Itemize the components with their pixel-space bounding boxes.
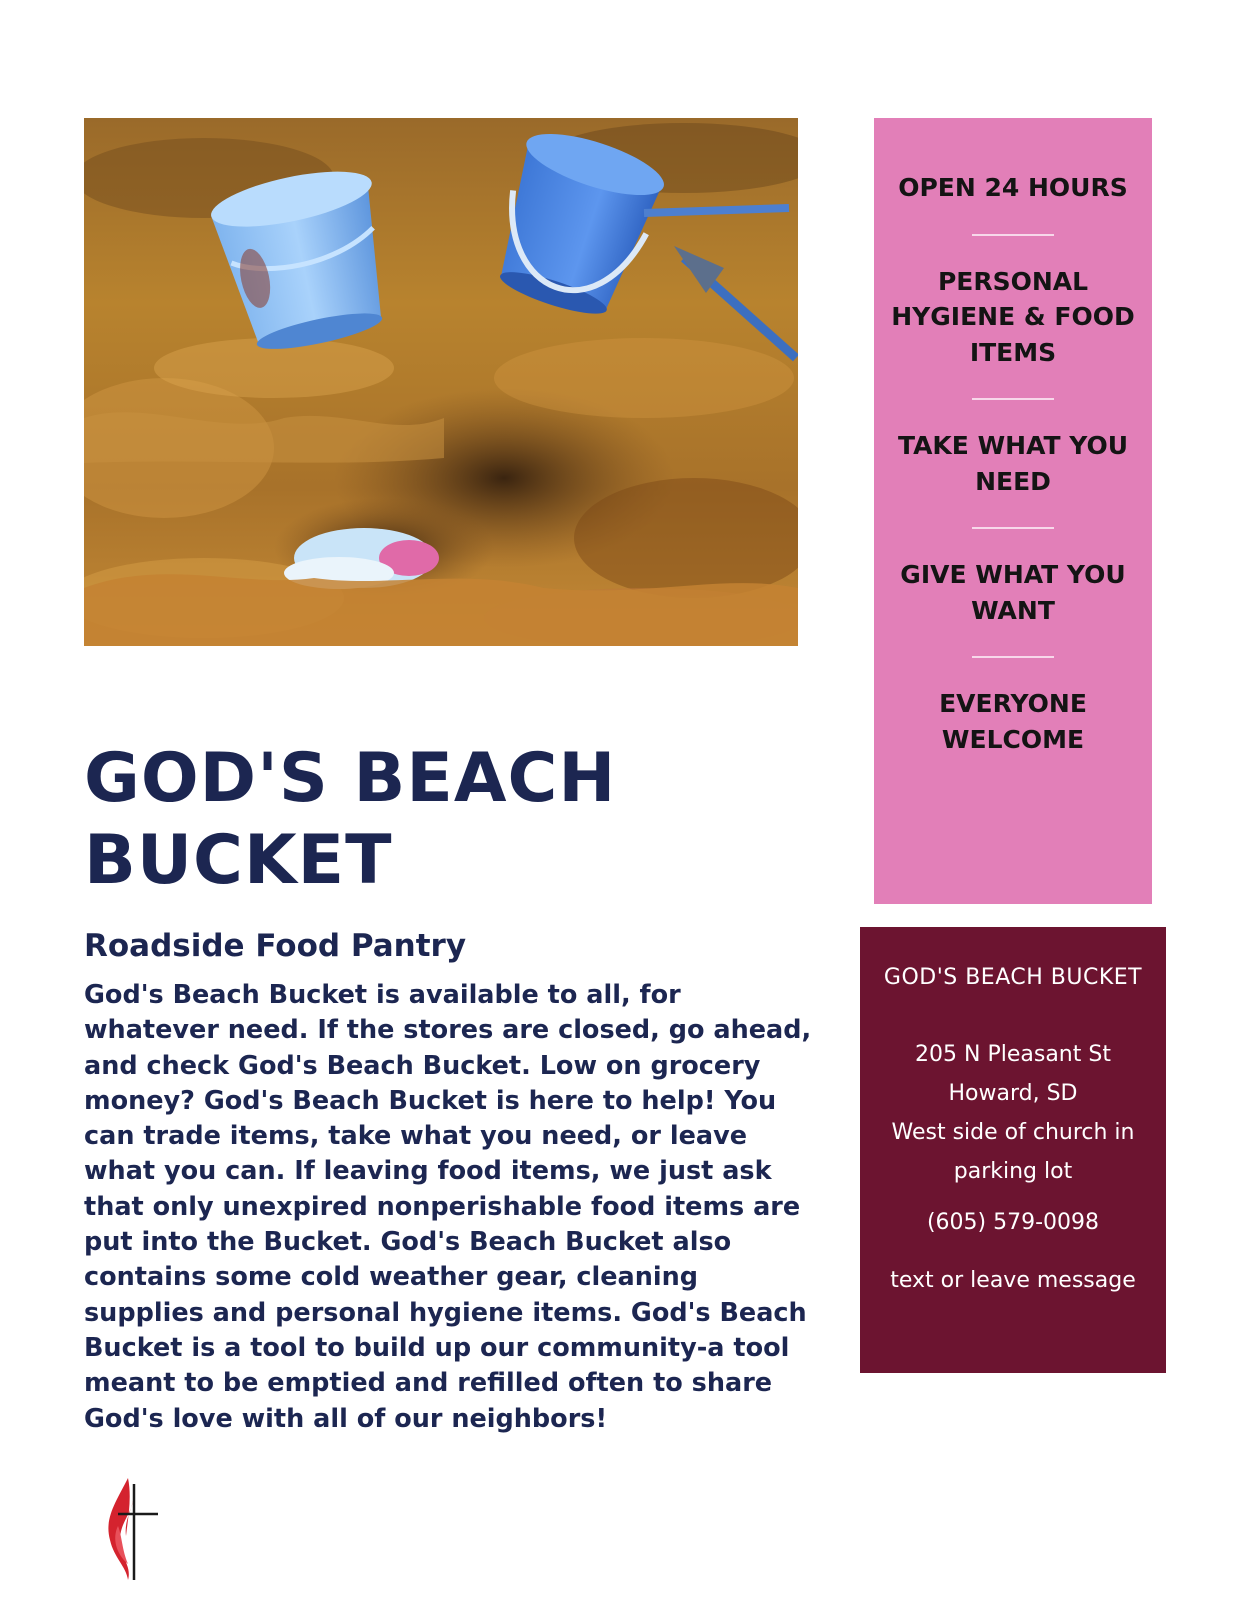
divider — [972, 656, 1054, 658]
cross-and-flame-logo — [98, 1474, 164, 1584]
feature-take: TAKE WHAT YOU NEED — [897, 431, 1129, 496]
address-block — [860, 1035, 1166, 1191]
street-address: 205 N Pleasant St — [915, 1042, 1111, 1067]
divider — [972, 398, 1054, 400]
feature-give: GIVE WHAT YOU WANT — [900, 560, 1126, 625]
phone-number: (605) 579-0098 — [926, 1210, 1100, 1235]
description-paragraph: God's Beach Bucket is available to all, for whatever need. If the stores are closed, go ahead, and check God's Beach Bucket. Low on grocery money? God's Beach Bucket is here to help! You can trade items, take what you need, or leave what you can. If leaving food items, we just ask that only unexpired nonperishable food items are put into the Bucket. God's Beach Bucket also contains some cold weather gear, cleaning supplies and personal hygiene items. God's Beach Bucket is a tool to build up our community-a tool meant to be emptied and refilled often to share God's love with all of our neighbors! — [84, 980, 812, 1434]
subtitle: Roadside Food Pantry — [84, 928, 467, 964]
location-note: West side of church in parking lot — [891, 1120, 1135, 1184]
beach-buckets-photo — [84, 118, 798, 646]
city-state: Howard, SD — [948, 1081, 1078, 1106]
feature-welcome: EVERYONE WELCOME — [939, 689, 1087, 754]
feature-open-hours: OPEN 24 HOURS — [898, 173, 1128, 202]
features-panel — [874, 118, 1152, 904]
feature-hygiene-food: PERSONAL HYGIENE & FOOD ITEMS — [891, 266, 1135, 367]
page-title: GOD'S BEACH BUCKET — [84, 739, 617, 900]
contact-note: text or leave message — [890, 1268, 1136, 1293]
contact-panel — [860, 927, 1166, 1373]
divider — [972, 234, 1054, 236]
contact-heading: GOD'S BEACH BUCKET — [883, 965, 1143, 990]
divider — [972, 527, 1054, 529]
